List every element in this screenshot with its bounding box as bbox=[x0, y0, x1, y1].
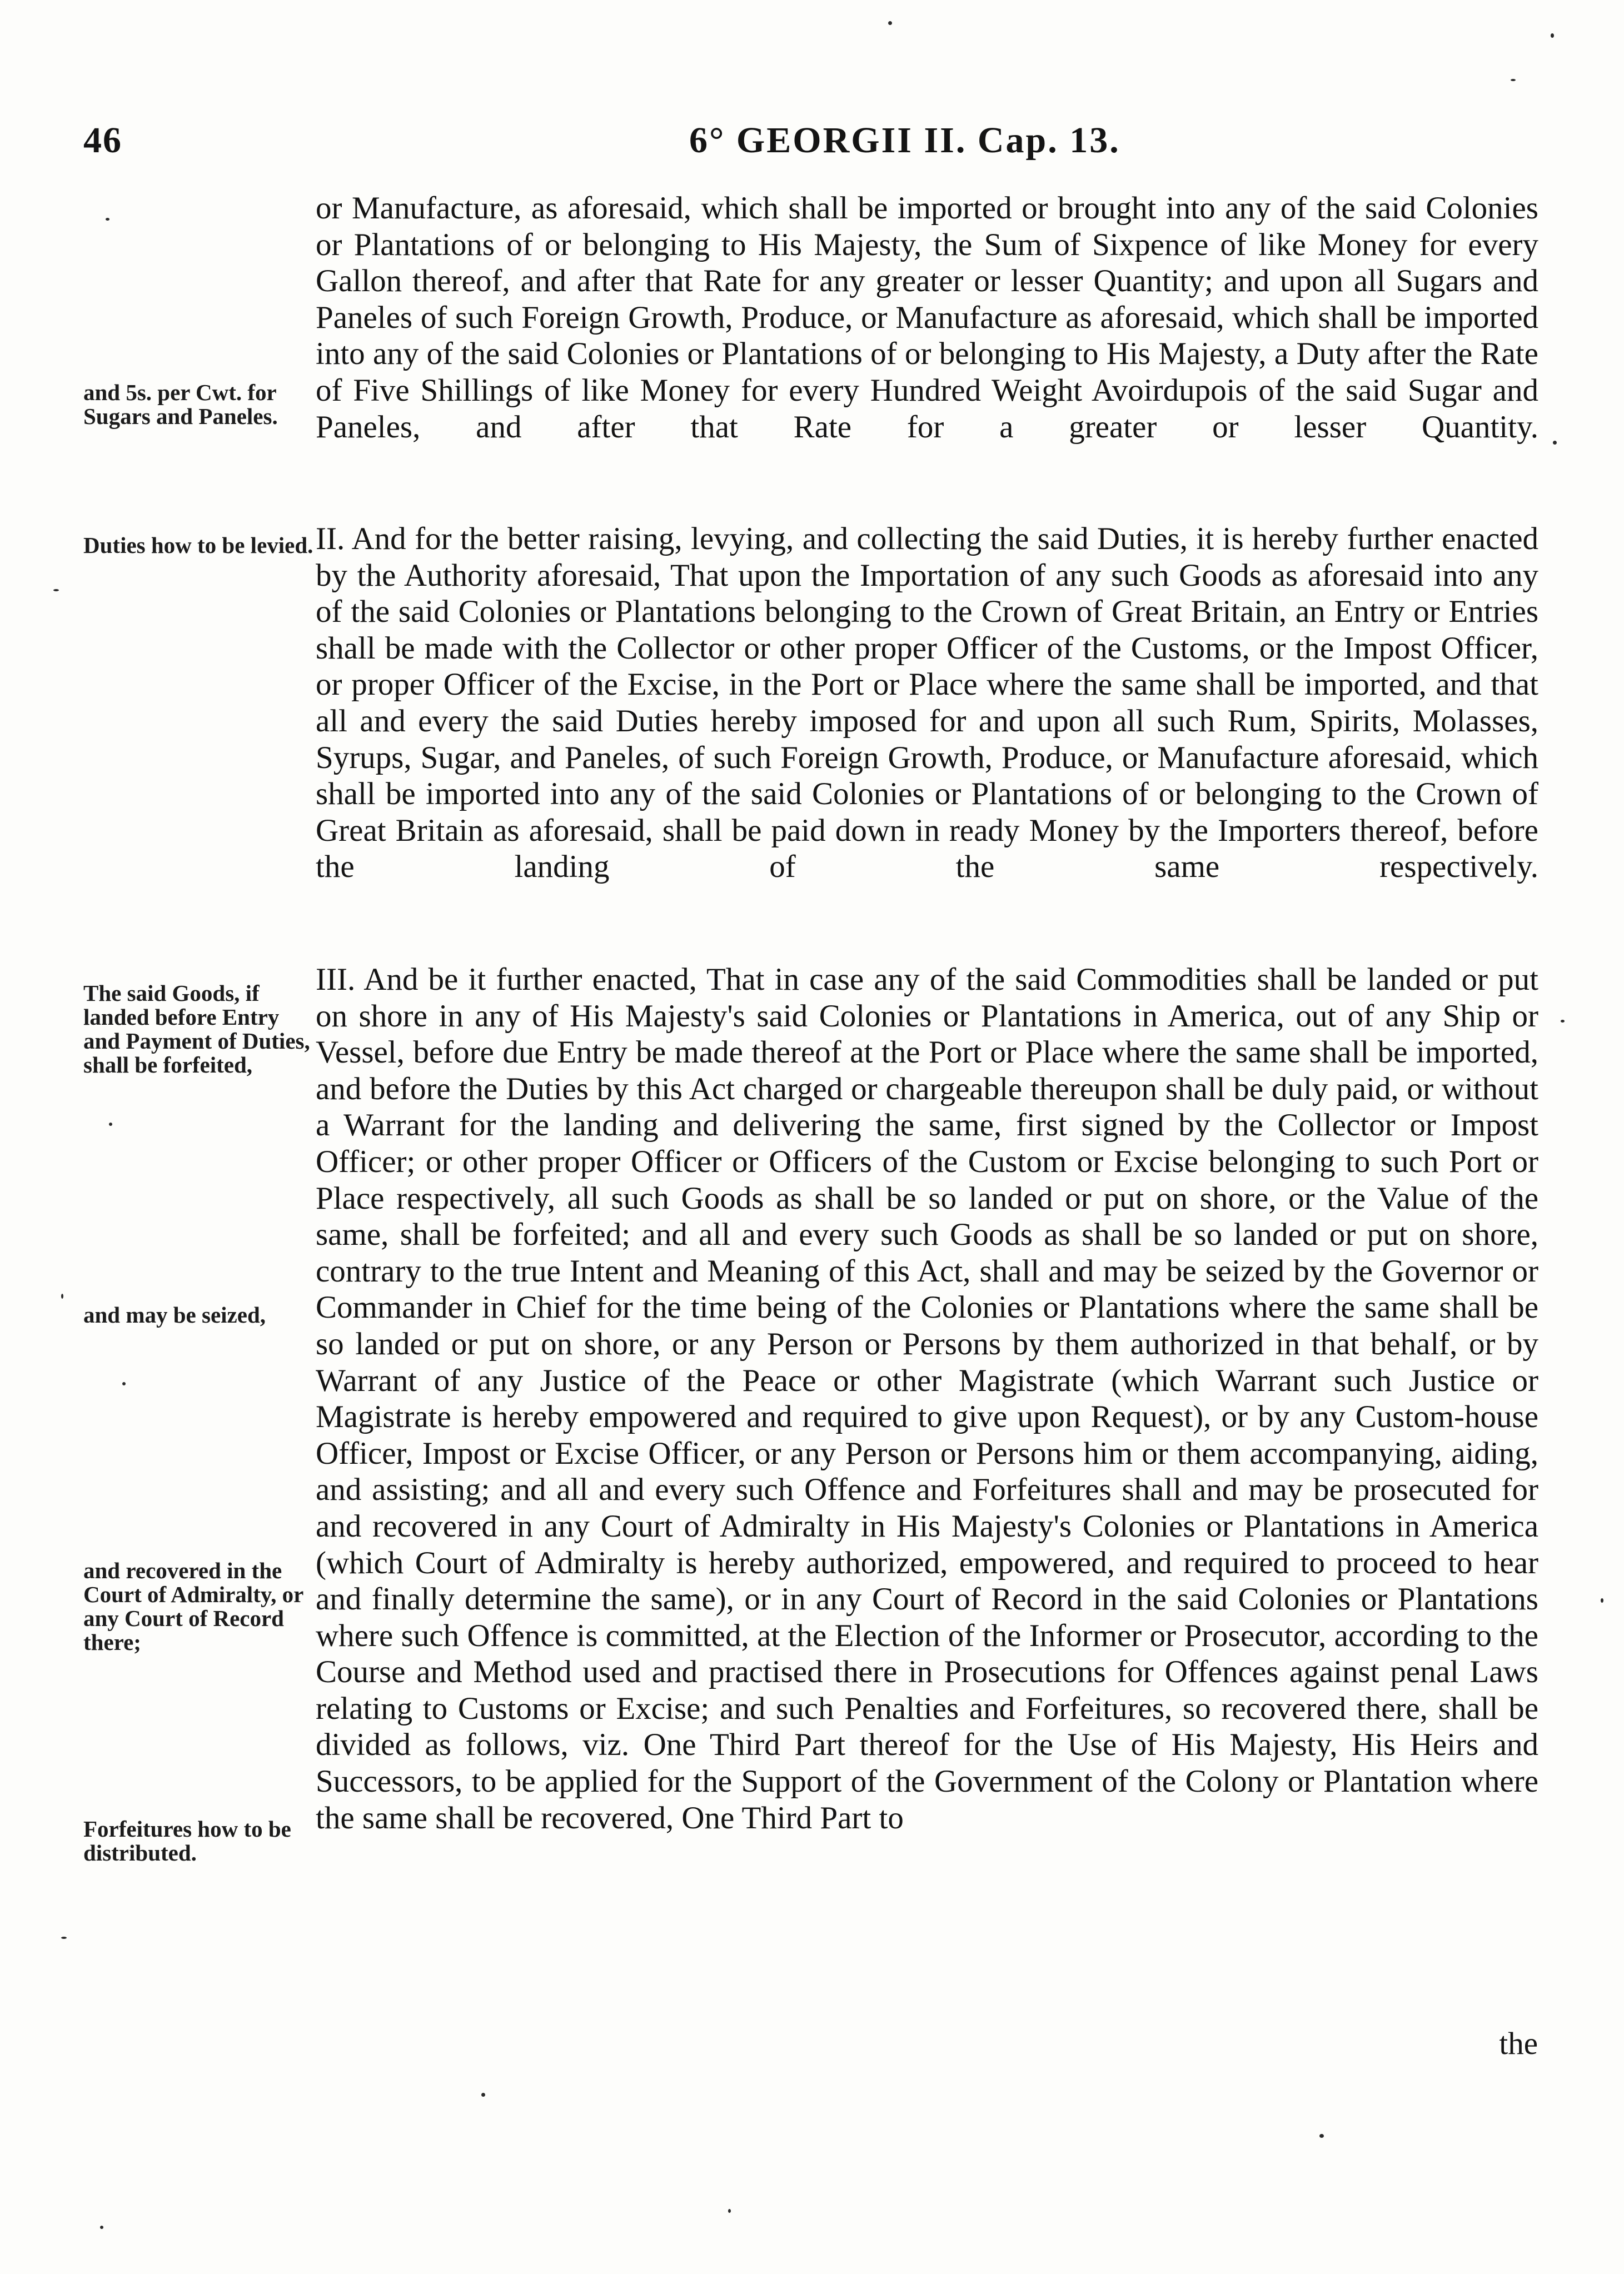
margin-note-recovered: and recovered in the Court of Admiralty, or any Court of Record there; bbox=[83, 1558, 303, 1655]
paragraph-continuation: or Manufacture, as aforesaid, which shall be imported or brought into any of the said Colonies or Plantations of or belonging to His Majesty, the Sum of Sixpence of like Money for every Gallon thereof, and after that Rate for any greater or lesser Quantity; and upon all Sugars and Paneles of such Foreign Growth, Produce, or Manufacture as aforesaid, which shall be imported into any of the said Colonies or Plantations of or belonging to His Majesty, a Duty after the Rate of Five Shillings of like Money for every Hundred Weight Avoirdupois of the said Sugar and Paneles, and after that Rate for a greater or lesser Quantity. bbox=[316, 191, 1538, 445]
running-title: 6° GEORGII II. Cap. 13. bbox=[689, 120, 1120, 161]
catchword: the bbox=[1499, 2026, 1538, 2061]
page-number: 46 bbox=[83, 120, 122, 161]
paragraph-section-iii: III. And be it further enacted, That in case any of the said Commodities shall be landed or put on shore in any of His Majesty's said Colonies or Plantations in America, out of any Ship or Vessel, before due Entry be made thereof at the Port or Place where the same shall be imported, and before the Duties by this Act charged or chargeable thereupon shall be duly paid, or without a Warrant for the landing and delivering the same, first signed by the Collector or Impost Officer; or other proper Officer or Officers of the Custom or Excise belonging to such Port or Place respectively, all such Goods as shall be so landed or put on shore, or the Value of the same, shall be forfeited; and all and every such Goods as shall be so landed or put on shore, contrary to the true Intent and Meaning of this Act, shall and may be seized by the Governor or Commander in Chief for the time being of the Colonies or Plantations where the same shall be so landed or put on shore, or any Person or Persons by them authorized in that behalf, or by Warrant of any Justice of the Peace or other Magistrate (which Warrant such Justice or Magistrate is hereby empowered and required to give upon Request), or by any Custom-house Officer, Impost or Excise Officer, or any Person or Persons him or them accompanying, aiding, and assisting; and all and every such Offence and Forfeitures shall and may be prosecuted for and recovered in any Court of Admiralty in His Majesty's Colonies or Plantations in America (which Court of Admiralty is hereby authorized, empowered, and required to proceed to hear and finally determine the same), or in any Court of Record in the said Colonies or Plantations where such Offence is committed, at the Election of the Informer or Prosecutor, according to the Course and Method used and practised there in Prosecutions for Offences against penal Laws relating to Customs or Excise; and such Penalties and Forfeitures, so recovered there, shall be divided as follows, viz. One Third Part thereof for the Use of His Majesty, His Heirs and Successors, to be applied for the Support of the Government of the Colony or Plantation where the same shall be recovered, One Third Part to bbox=[316, 962, 1538, 1836]
margin-note-goods-forfeited: The said Goods, if landed before Entry and Payment of Duties, shall be forfeited, bbox=[83, 980, 310, 1078]
margin-note-seized: and may be seized, bbox=[83, 1302, 266, 1328]
paragraph-section-ii: II. And for the better raising, levying, and collecting the said Duties, it is hereby further enacted by the Authority aforesaid, That upon the Importation of any such Goods as aforesaid into any of the said Colonies or Plantations belonging to the Crown of Great Britain, an Entry or Entries shall be made with the Collector or other proper Officer of the Customs, or the Impost Officer, or proper Officer of the Excise, in the Port or Place where the same shall be imported, and that all and every the said Duties hereby imposed for and upon all such Rum, Spirits, Molasses, Syrups, Sugar, and Paneles, of such Foreign Growth, Produce, or Manufacture aforesaid, which shall be imported into any of the said Colonies or Plantations of or belonging to the Crown of Great Britain as aforesaid, shall be paid down in ready Money by the Importers thereof, before the landing of the same respectively. bbox=[316, 521, 1538, 885]
margin-note-duties-levied: Duties how to be levied. bbox=[83, 532, 313, 558]
margin-note-forfeitures-distributed: Forfeitures how to be distributed. bbox=[83, 1816, 291, 1866]
margin-note-sugar-duty: and 5s. per Cwt. for Sugars and Paneles. bbox=[83, 380, 278, 429]
